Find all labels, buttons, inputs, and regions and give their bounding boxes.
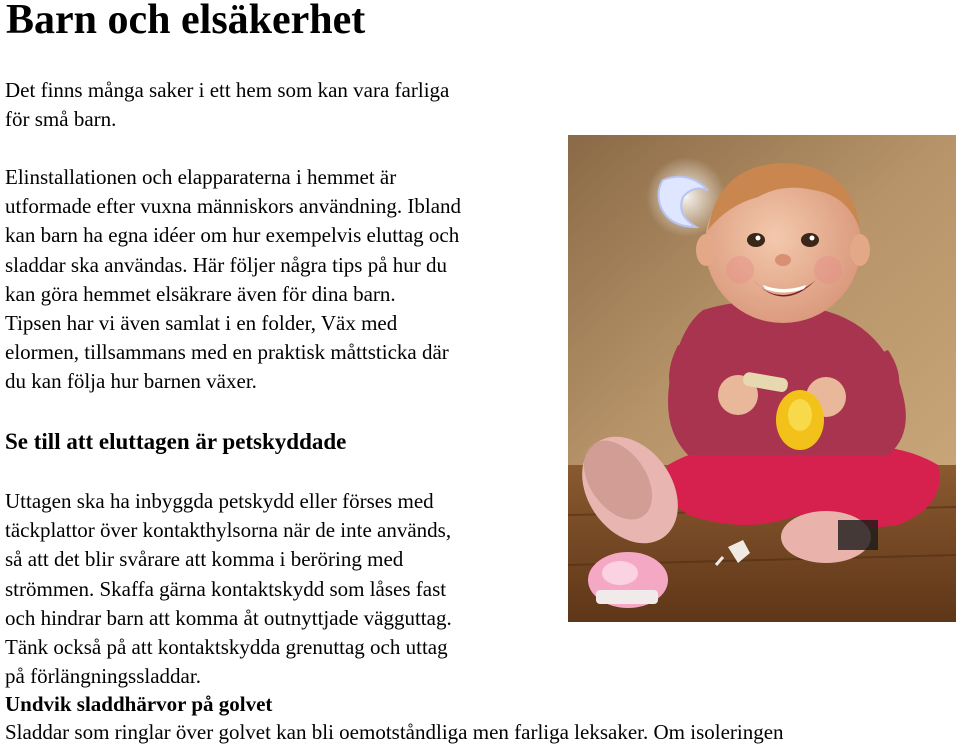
page-title: Barn och elsäkerhet (6, 0, 366, 43)
intro-line: Det finns många saker i ett hem som kan vara farliga (5, 78, 450, 102)
body-line: Tipsen har vi även samlat i en folder, Väx med (5, 311, 398, 336)
outlet-line: så att det blir svårare att komma i beröring med (5, 547, 404, 572)
outlet-line: täckplattor över kontakthylsorna när de inte används, (5, 518, 452, 543)
outlet-line: och hindrar barn att komma åt outnyttjade vägguttag. (5, 605, 452, 630)
body-line: elormen, tillsammans med en praktisk måttsticka där (5, 340, 449, 365)
body-line: kan göra hemmet elsäkrare även för dina barn. (5, 281, 396, 306)
body-paragraph (5, 163, 561, 397)
intro-paragraph (5, 76, 561, 134)
body-line: Elinstallationen och elapparaterna i hemmet är (5, 165, 397, 189)
body-line: du kan följa hur barnen växer. (5, 369, 257, 394)
body-line: kan barn ha egna idéer om hur exempelvis eluttag och (5, 223, 460, 248)
intro-line: för små barn. (5, 107, 117, 132)
body-line: utformade efter vuxna människors användning. Ibland (5, 194, 462, 219)
outlet-paragraph (5, 487, 561, 691)
body-line: sladdar ska användas. Här följer några tips på hur du (5, 252, 448, 277)
outlet-line: Tänk också på att kontaktskydda grenuttag och uttag (5, 635, 448, 660)
cord-paragraph: Sladdar som ringlar över golvet kan bli oemotståndliga men farliga leksaker. Om isoleringen (5, 720, 784, 744)
outlet-line: på förlängningssladdar. (5, 664, 201, 689)
outlet-line: strömmen. Skaffa gärna kontaktskydd som låses fast (5, 576, 447, 601)
sub-heading: Undvik sladdhärvor på golvet (5, 692, 273, 716)
outlet-line: Uttagen ska ha inbyggda petskydd eller förses med (5, 489, 434, 513)
section-heading: Se till att eluttagen är petskyddade (5, 429, 347, 454)
baby-photo (568, 135, 956, 622)
baby-photo-icon (568, 135, 956, 622)
